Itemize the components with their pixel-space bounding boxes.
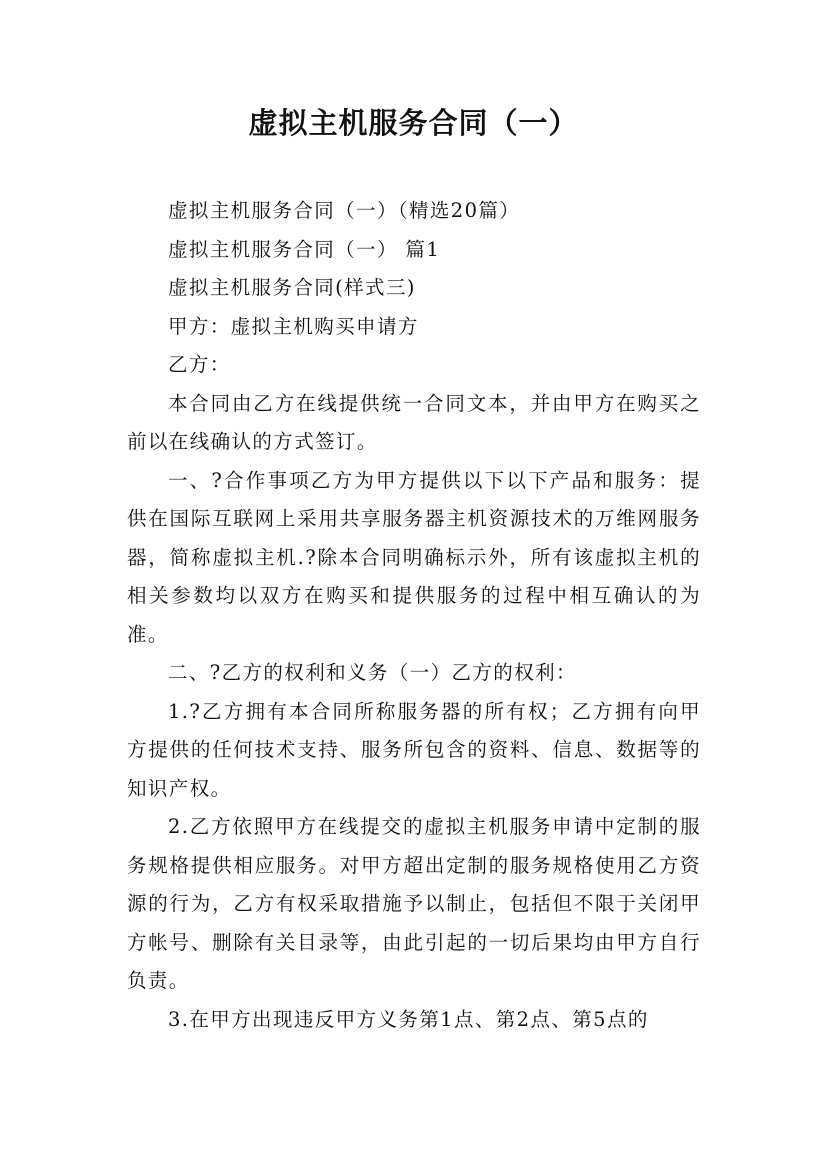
paragraph-subtitle: 虚拟主机服务合同（一）（精选20篇） — [167, 199, 521, 222]
paragraph-contract-style: 虚拟主机服务合同(样式三) — [167, 276, 416, 299]
paragraph-item-3: 3.在甲方出现违反甲方义务第1点、第2点、第5点的 — [167, 1007, 649, 1031]
paragraph-intro: 本合同由乙方在线提供统一合同文本，并由甲方在购买之前以在线确认的方式签订。 — [127, 391, 701, 453]
paragraph-section-heading: 虚拟主机服务合同（一） 篇1 — [167, 237, 441, 261]
paragraph-party-a: 甲方：虚拟主机购买申请方 — [167, 314, 419, 338]
document-title: 虚拟主机服务合同（一） — [248, 106, 579, 140]
paragraph-party-b: 乙方： — [167, 353, 231, 376]
paragraph-clause-2: 二、?乙方的权利和义务（一）乙方的权利： — [167, 661, 577, 684]
paragraph-item-2: 2.乙方依照甲方在线提交的虚拟主机服务申请中定制的服务规格提供相应服务。对甲方超出定制的服务规格使用乙方资源的行为，乙方有权采取措施予以制止，包括但不限于关闭甲方帐号、删除有关目录等，由此引起的一切后果均由甲方自行负责。 — [127, 815, 701, 992]
paragraph-clause-1: 一、?合作事项乙方为甲方提供以下以下产品和服务：提供在国际互联网上采用共享服务器主机资源技术的万维网服务器，简称虚拟主机.?除本合同明确标示外，所有该虚拟主机的相关参数均以双方在购买和提供服务的过程中相互确认的为准。 — [127, 468, 701, 646]
paragraph-item-1: 1.?乙方拥有本合同所称服务器的所有权；乙方拥有向甲方提供的任何技术支持、服务所包含的资料、信息、数据等的知识产权。 — [127, 699, 701, 800]
document-body — [127, 192, 701, 1039]
